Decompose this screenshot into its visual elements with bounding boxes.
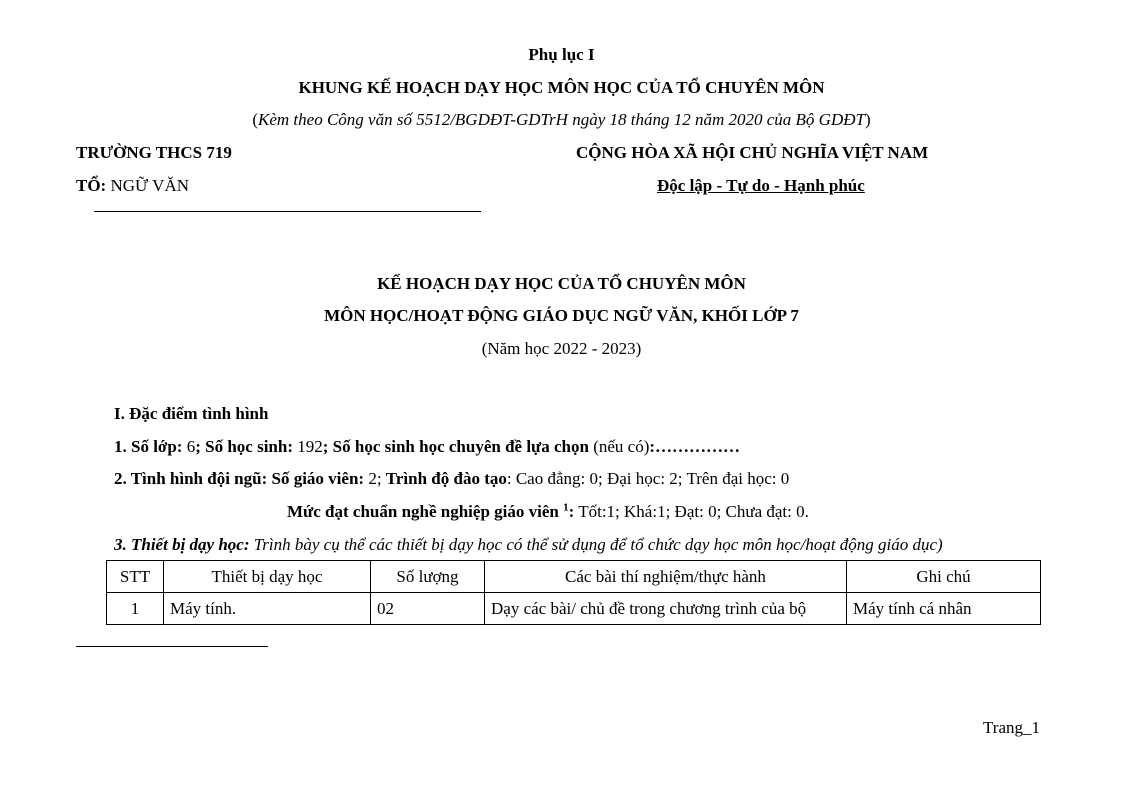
table-header-row [107,561,1041,593]
cell-stt: 1 [107,593,164,625]
header-equipment: Thiết bị dạy học [164,561,371,593]
section-heading: I. Đặc điểm tình hình [114,404,269,423]
school-name: TRƯỜNG THCS 719 [76,143,232,162]
cell-notes: Máy tính cá nhân [847,593,1041,625]
header-stt: STT [107,561,164,593]
reference-close: ) [864,110,871,129]
cell-experiments: Dạy các bài/ chủ đề trong chương trình của bộ [485,593,847,625]
training-values: : Cao đẳng: 0; Đại học: 2; Trên đại học: 0 [506,469,790,488]
optional-note: (nếu có) [588,437,650,456]
appendix-title: Phụ lục I [528,45,595,64]
equipment-description: Trình bày cụ thể các thiết bị dạy học có thể sử dụng để tổ chức dạy học môn học/hoạt động giáo dục) [249,535,943,554]
department-value: NGỮ VĂN [106,176,190,195]
appendix-reference [0,110,1123,130]
header-experiments: Các bài thí nghiệm/thực hành [485,561,847,593]
equipment-line [114,535,943,555]
national-motto: Độc lập - Tự do - Hạnh phúc [657,176,865,195]
equipment-table [106,560,1041,625]
header-quantity: Số lượng [371,561,485,593]
department-label: TỔ: [76,176,107,195]
topic-students-label: ; Số học sinh học chuyên đề lựa chọn [322,437,589,456]
country-name: CỘNG HÒA XÃ HỘI CHỦ NGHĨA VIỆT NAM [576,143,929,162]
classes-label: 1. Số lớp: [114,437,183,456]
department-line [76,176,189,196]
cell-quantity: 02 [371,593,485,625]
footnote-separator [76,646,268,647]
school-year: (Năm học 2022 - 2023) [481,339,642,358]
header-divider [94,211,481,212]
standard-label: Mức đạt chuẩn nghề nghiệp giáo viên [287,502,564,521]
reference-open: ( [252,110,259,129]
teachers-value: 2; [364,469,386,488]
class-info-line [114,437,740,457]
page-number: Trang_1 [983,718,1040,737]
standard-line [287,502,809,522]
staff-info-line [114,469,789,489]
appendix-heading: KHUNG KẾ HOẠCH DẠY HỌC MÔN HỌC CỦA TỔ CHUYÊN MÔN [298,78,825,97]
reference-text: Kèm theo Công văn số 5512/BGDĐT-GDTrH ngày 18 tháng 12 năm 2020 của Bộ GDĐT [258,110,865,129]
footnote-marker: 1 [563,501,569,514]
standard-colon: : [568,502,575,521]
standard-values: Tốt:1; Khá:1; Đạt: 0; Chưa đạt: 0. [574,502,809,521]
students-value: 192 [293,437,323,456]
table-row [107,593,1041,625]
topic-students-dots: :…………… [649,437,741,456]
staff-label: 2. Tình hình đội ngũ: Số giáo viên: [114,469,365,488]
plan-subtitle: MÔN HỌC/HOẠT ĐỘNG GIÁO DỤC NGỮ VĂN, KHỐI LỚP 7 [324,306,799,325]
header-notes: Ghi chú [847,561,1041,593]
students-label: ; Số học sinh: [195,437,293,456]
plan-title: KẾ HOẠCH DẠY HỌC CỦA TỔ CHUYÊN MÔN [377,274,746,293]
cell-equipment: Máy tính. [164,593,371,625]
equipment-label: 3. Thiết bị dạy học: [114,535,250,554]
training-label: Trình độ đào tạo [385,469,507,488]
classes-value: 6 [182,437,196,456]
